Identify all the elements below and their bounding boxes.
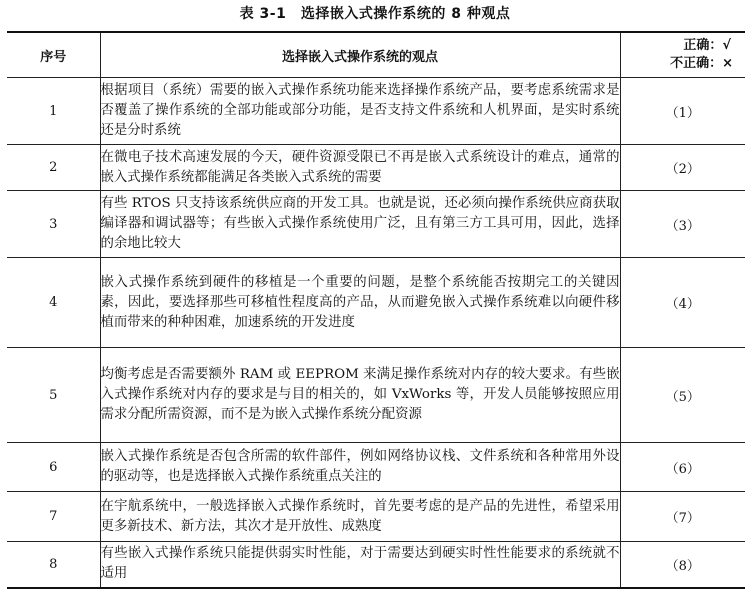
row-answer-blank: （6） (620, 443, 745, 492)
header-serial-number: 序号 (7, 32, 100, 78)
table-row (7, 492, 745, 542)
header-judgement (620, 32, 745, 78)
header-correct-legend: 正确：√ (683, 38, 731, 53)
row-answer-blank: （3） (620, 191, 745, 258)
header-opinion: 选择嵌入式操作系统的观点 (100, 32, 620, 78)
row-number: 4 (7, 258, 100, 348)
table-row (7, 258, 745, 348)
row-answer-blank: （1） (620, 78, 745, 145)
row-number: 2 (7, 145, 100, 191)
row-opinion-text: 在微电子技术高速发展的今天，硬件资源受限已不再是嵌入式系统设计的难点，通常的嵌入式操作系统都能满足各类嵌入式系统的需要 (100, 145, 620, 191)
table-row (7, 542, 745, 588)
row-number: 8 (7, 542, 100, 588)
table-row (7, 191, 745, 258)
row-opinion-text: 有些嵌入式操作系统只能提供弱实时性能，对于需要达到硬实时性性能要求的系统就不适用 (100, 542, 620, 588)
table-row (7, 145, 745, 191)
header-incorrect-legend: 不正确：× (670, 56, 733, 71)
table-caption: 表 3-1 选择嵌入式操作系统的 8 种观点 (239, 6, 511, 22)
row-opinion-text: 均衡考虑是否需要额外 RAM 或 EEPROM 来满足操作系统对内存的较大要求。有些嵌入式操作系统对内存的要求是与目的相关的，如 VxWorks 等，开发人员能够按照应用需求分配所需资源，而不是为嵌入式操作系统分配资源 (100, 348, 620, 443)
row-answer-blank: （8） (620, 542, 745, 588)
table-row (7, 348, 745, 443)
row-answer-blank: （2） (620, 145, 745, 191)
table-row (7, 443, 745, 492)
opinions-table (7, 31, 745, 589)
row-opinion-text: 嵌入式操作系统是否包含所需的软件部件，例如网络协议栈、文件系统和各种常用外设的驱动等，也是选择嵌入式操作系统重点关注的 (100, 443, 620, 492)
row-opinion-text: 嵌入式操作系统到硬件的移植是一个重要的问题，是整个系统能否按期完工的关键因素，因此，要选择那些可移植性程度高的产品，从而避免嵌入式操作系统难以向硬件移植而带来的种种困难，加速系统的开发进度 (100, 258, 620, 348)
row-number: 3 (7, 191, 100, 258)
row-answer-blank: （4） (620, 258, 745, 348)
row-opinion-text: 有些 RTOS 只支持该系统供应商的开发工具。也就是说，还必须向操作系统供应商获取编译器和调试器等；有些嵌入式操作系统使用广泛，且有第三方工具可用，因此，选择的余地比较大 (100, 191, 620, 258)
table-row (7, 78, 745, 145)
row-number: 5 (7, 348, 100, 443)
row-opinion-text: 在宇航系统中，一般选择嵌入式操作系统时，首先要考虑的是产品的先进性，希望采用更多新技术、新方法，其次才是开放性、成熟度 (100, 492, 620, 542)
row-number: 6 (7, 443, 100, 492)
table-header-row (7, 32, 745, 78)
row-number: 1 (7, 78, 100, 145)
row-answer-blank: （7） (620, 492, 745, 542)
row-answer-blank: （5） (620, 348, 745, 443)
row-opinion-text: 根据项目（系统）需要的嵌入式操作系统功能来选择操作系统产品，要考虑系统需求是否覆盖了操作系统的全部功能或部分功能，是否支持文件系统和人机界面，是实时系统还是分时系统 (100, 78, 620, 145)
row-number: 7 (7, 492, 100, 542)
